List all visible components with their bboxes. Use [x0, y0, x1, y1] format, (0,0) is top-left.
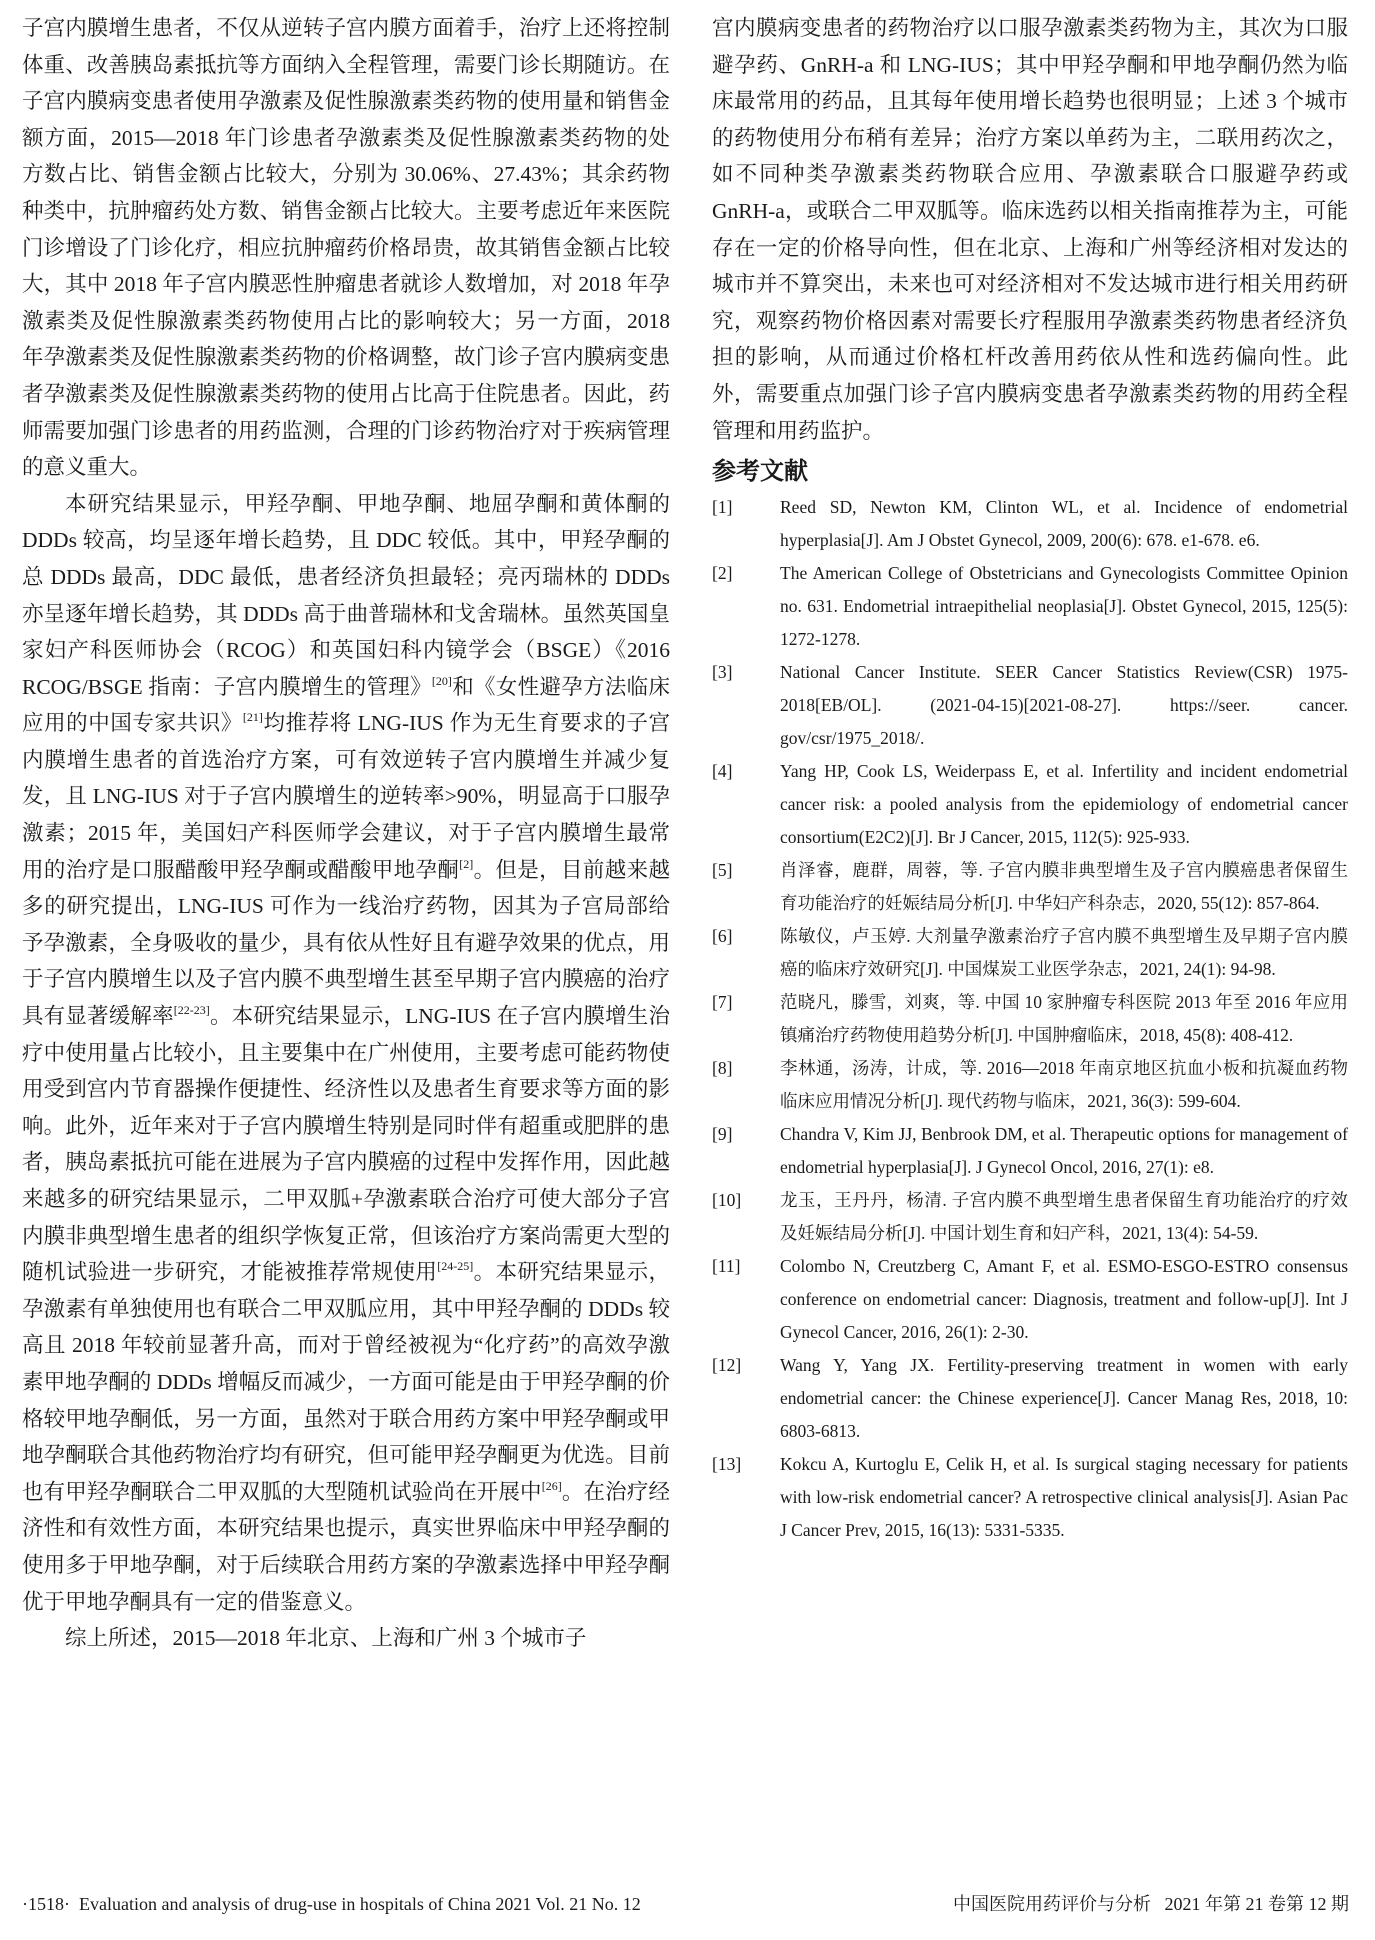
reference-item	[712, 1448, 1348, 1547]
reference-item	[712, 854, 1348, 920]
body-paragraph	[22, 486, 670, 1620]
left-column	[22, 10, 670, 1657]
body-paragraph: 宫内膜病变患者的药物治疗以口服孕激素类药物为主，其次为口服避孕药、GnRH-a 和 LNG-IUS；其中甲羟孕酮和甲地孕酮仍然为临床最常用的药品，且其每年使用增长趋势也很明显；上述 3 个城市的药物使用分布稍有差异；治疗方案以单药为主，二联用药次之，如不同种类孕激素类药物联合应用、孕激素联合口服避孕药或 GnRH-a，或联合二甲双胍等。临床选药以相关指南推荐为主，可能存在一定的价格导向性，但在北京、上海和广州等经济相对发达的城市并不算突出，未来也可对经济相对不发达城市进行相关用药研究，观察药物价格因素对需要长疗程服用孕激素类药物患者经济负担的影响，从而通过价格杠杆改善用药依从性和选药偏向性。此外，需要重点加强门诊子宫内膜病变患者孕激素类药物的用药全程管理和用药监护。	[712, 16, 1348, 443]
paragraph-text: 本研究结果显示，甲羟孕酮、甲地孕酮、地屈孕酮和黄体酮的 DDDs 较高，均呈逐年增长趋势，且 DDC 较低。其中，甲羟孕酮的总 DDDs 最高，DDC 最低，患者经济负担最轻；亮丙瑞林的 DDDs 亦呈逐年增长趋势，其 DDDs 高于曲普瑞林和戈舍瑞林。虽然英国皇家妇产科医师协会（RCOG）和英国妇科内镜学会（BSGE）《2016 RCOG/BSGE 指南：子宫内膜增生的管理》	[22, 491, 670, 699]
reference-number: [2]	[712, 563, 733, 584]
reference-item	[712, 755, 1348, 854]
reference-text: Kokcu A, Kurtoglu E, Celik H, et al. Is surgical staging necessary for patients with low-risk endometrial cancer? A retrospective clinical analysis[J]. Asian Pac J Cancer Prev, 2015, 16(13): 5331-5335.	[780, 1454, 1348, 1541]
citation-ref[interactable]: [24-25]	[437, 1259, 474, 1274]
reference-number: [13]	[712, 1454, 742, 1475]
reference-text: Yang HP, Cook LS, Weiderpass E, et al. Infertility and incident endometrial cancer risk: a pooled analysis from the epidemiology of endometrial cancer consortium(E2C2)[J]. Br J Cancer, 2015, 112(5): 925-933.	[780, 761, 1348, 848]
footer-journal-en: ·1518· Evaluation and analysis of drug-use in hospitals of China 2021 Vol. 21 No. 12	[22, 1894, 641, 1914]
reference-item	[712, 557, 1348, 656]
reference-item	[712, 1118, 1348, 1184]
reference-text: 龙玉，王丹丹，杨清. 子宫内膜不典型增生患者保留生育功能治疗的疗效及妊娠结局分析[J]. 中国计划生育和妇产科，2021, 13(4): 54-59.	[780, 1190, 1348, 1244]
reference-number: [7]	[712, 992, 733, 1013]
citation-ref[interactable]: [20]	[431, 673, 452, 688]
reference-text: 范晓凡，滕雪，刘爽，等. 中国 10 家肿瘤专科医院 2013 年至 2016 年应用镇痛治疗药物使用趋势分析[J]. 中国肿瘤临床，2018, 45(8): 408-412.	[780, 992, 1348, 1046]
paragraph-text: 均推荐将 LNG-IUS 作为无生育要求的子宫内膜增生患者的首选治疗方案，可有效逆转子宫内膜增生并减少复发，且 LNG-IUS 对于子宫内膜增生的逆转率>90%，明显高于口服孕激素；2015 年，美国妇产科医师学会建议，对于子宫内膜增生最常用的治疗是口服醋酸甲羟孕酮或醋酸甲地孕酮	[22, 711, 670, 882]
reference-number: [10]	[712, 1190, 742, 1211]
reference-number: [11]	[712, 1256, 741, 1277]
reference-item	[712, 656, 1348, 755]
reference-item	[712, 986, 1348, 1052]
reference-text: Wang Y, Yang JX. Fertility-preserving treatment in women with early endometrial cancer: the Chinese experience[J]. Cancer Manag Res, 2018, 10: 6803-6813.	[780, 1355, 1348, 1442]
body-paragraph: 子宫内膜增生患者，不仅从逆转子宫内膜方面着手，治疗上还将控制体重、改善胰岛素抵抗等方面纳入全程管理，需要门诊长期随访。在子宫内膜病变患者使用孕激素及促性腺激素类药物的使用量和销售金额方面，2015—2018 年门诊患者孕激素类及促性腺激素类药物的处方数占比、销售金额占比较大，分别为 30.06%、27.43%；其余药物种类中，抗肿瘤药处方数、销售金额占比较大。主要考虑近年来医院门诊增设了门诊化疗，相应抗肿瘤药价格昂贵，故其销售金额占比较大，其中 2018 年子宫内膜恶性肿瘤患者就诊人数增加，对 2018 年孕激素类及促性腺激素类药物使用占比的影响较大；另一方面，2018 年孕激素类及促性腺激素类药物的价格调整，故门诊子宫内膜病变患者孕激素类及促性腺激素类药物的使用占比高于住院患者。因此，药师需要加强门诊患者的用药监测，合理的门诊药物治疗对于疾病管理的意义重大。	[22, 16, 670, 480]
reference-item	[712, 1349, 1348, 1448]
reference-number: [3]	[712, 662, 733, 683]
reference-item	[712, 1250, 1348, 1349]
page-footer	[22, 1890, 1349, 1918]
reference-number: [8]	[712, 1058, 733, 1079]
reference-number: [4]	[712, 761, 733, 782]
reference-number: [9]	[712, 1124, 733, 1145]
reference-text: 陈敏仪，卢玉婷. 大剂量孕激素治疗子宫内膜不典型增生及早期子宫内膜癌的临床疗效研究[J]. 中国煤炭工业医学杂志，2021, 24(1): 94-98.	[780, 926, 1348, 980]
reference-text: 肖泽睿，鹿群，周蓉，等. 子宫内膜非典型增生及子宫内膜癌患者保留生育功能治疗的妊娠结局分析[J]. 中华妇产科杂志，2020, 55(12): 857-864.	[780, 860, 1348, 914]
references-heading: 参考文献	[712, 457, 808, 486]
reference-list	[712, 491, 1348, 1547]
reference-text: Reed SD, Newton KM, Clinton WL, et al. Incidence of endometrial hyperplasia[J]. Am J Obstet Gynecol, 2009, 200(6): 678. e1-678. e6.	[780, 497, 1348, 551]
reference-number: [12]	[712, 1355, 742, 1376]
reference-text: The American College of Obstetricians and Gynecologists Committee Opinion no. 631. Endometrial intraepithelial neoplasia[J]. Obstet Gynecol, 2015, 125(5): 1272-1278.	[780, 563, 1348, 650]
citation-ref[interactable]: [2]	[459, 856, 474, 871]
reference-text: National Cancer Institute. SEER Cancer Statistics Review(CSR) 1975-2018[EB/OL]. (2021-04-15)[2021-08-27]. https://seer. cancer. gov/csr/1975_2018/.	[780, 662, 1348, 749]
footer-journal-cn: 中国医院用药评价与分析 2021 年第 21 卷第 12 期	[953, 1894, 1349, 1914]
citation-ref[interactable]: [26]	[541, 1478, 562, 1493]
reference-item	[712, 1184, 1348, 1250]
reference-number: [6]	[712, 926, 733, 947]
paragraph-text: 。本研究结果显示，孕激素有单独使用也有联合二甲双胍应用，其中甲羟孕酮的 DDDs 较高且 2018 年较前显著升高，而对于曾经被视为“化疗药”的高效孕激素甲地孕酮的 DDDs 增幅反而减少，一方面可能是由于甲羟孕酮的价格较甲地孕酮低，另一方面，虽然对于联合用药方案中甲羟孕酮或甲地孕酮联合其他药物治疗均有研究，但可能甲羟孕酮更为优选。目前也有甲羟孕酮联合二甲双胍的大型随机试验尚在开展中	[22, 1260, 670, 1504]
reference-text: Colombo N, Creutzberg C, Amant F, et al. ESMO-ESGO-ESTRO consensus conference on endometrial cancer: Diagnosis, treatment and follow-up[J]. Int J Gynecol Cancer, 2016, 26(1): 2-30.	[780, 1256, 1348, 1343]
reference-number: [5]	[712, 860, 733, 881]
paragraph-text: 和《女性避孕方法临床应用的中国专家共识》	[22, 674, 670, 736]
citation-ref[interactable]: [21]	[242, 710, 263, 725]
right-column	[712, 10, 1348, 1547]
citation-ref[interactable]: [22-23]	[173, 1003, 210, 1018]
reference-text: 李林通，汤涛，计成，等. 2016—2018 年南京地区抗血小板和抗凝血药物临床应用情况分析[J]. 现代药物与临床，2021, 36(3): 599-604.	[780, 1058, 1348, 1112]
reference-number: [1]	[712, 497, 733, 518]
body-paragraph: 综上所述，2015—2018 年北京、上海和广州 3 个城市子	[65, 1626, 587, 1651]
reference-item	[712, 920, 1348, 986]
reference-item	[712, 491, 1348, 557]
paragraph-text: 。本研究结果显示，LNG-IUS 在子宫内膜增生治疗中使用量占比较小，且主要集中在广州使用，主要考虑可能药物使用受到宫内节育器操作便捷性、经济性以及患者生育要求等方面的影响。此外，近年来对于子宫内膜增生特别是同时伴有超重或肥胖的患者，胰岛素抵抗可能在进展为子宫内膜癌的过程中发挥作用，因此越来越多的研究结果显示，二甲双胍+孕激素联合治疗可使大部分子宫内膜非典型增生患者的组织学恢复正常，但该治疗方案尚需更大型的随机试验进一步研究，才能被推荐常规使用	[22, 1004, 670, 1285]
paragraph-text: 。但是，目前越来越多的研究提出，LNG-IUS 可作为一线治疗药物，因其为子宫局部给予孕激素，全身吸收的量少，具有依从性好且有避孕效果的优点，用于子宫内膜增生以及子宫内膜不典型增生甚至早期子宫内膜癌的治疗具有显著缓解率	[22, 857, 670, 1029]
reference-item	[712, 1052, 1348, 1118]
paragraph-text: 。在治疗经济性和有效性方面，本研究结果也提示，真实世界临床中甲羟孕酮的使用多于甲地孕酮，对于后续联合用药方案的孕激素选择中甲羟孕酮优于甲地孕酮具有一定的借鉴意义。	[22, 1479, 670, 1614]
reference-text: Chandra V, Kim JJ, Benbrook DM, et al. Therapeutic options for management of endometrial hyperplasia[J]. J Gynecol Oncol, 2016, 27(1): e8.	[780, 1124, 1348, 1178]
